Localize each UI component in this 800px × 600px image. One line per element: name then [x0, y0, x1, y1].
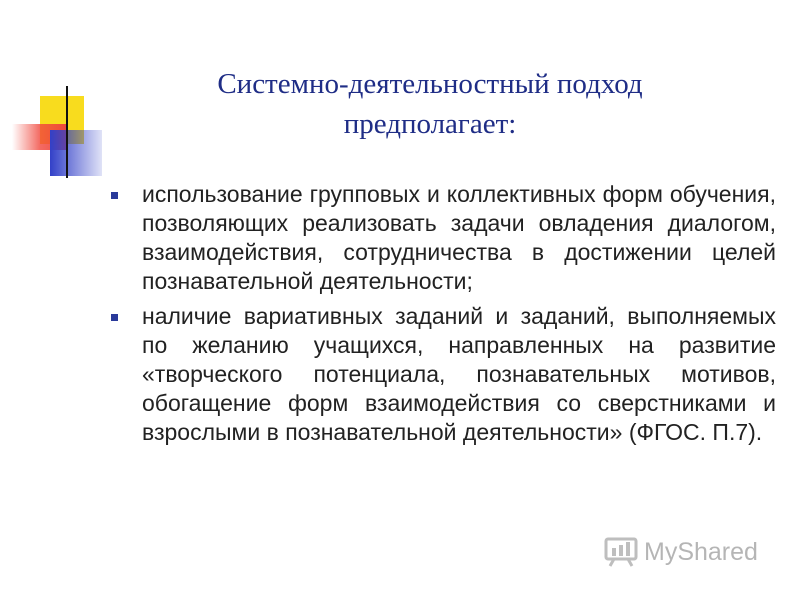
- square-bullet-icon: [111, 192, 118, 199]
- bullet-text: наличие вариативных заданий и заданий, выполняемых по желанию учащихся, направленных на развитие «творческого потенциала, познавательных мотивов, обогащение форм взаимодействия со сверстниками и взрослыми в познавательной деятельности» (ФГОС. П.7).: [142, 303, 776, 445]
- deco-blue-square: [50, 130, 102, 176]
- bullet-list: [110, 180, 776, 453]
- slide-title-line-1: Системно-деятельностный подход: [217, 68, 643, 100]
- square-bullet-icon: [111, 314, 118, 321]
- list-item: [110, 180, 776, 296]
- myshared-watermark: [604, 532, 774, 572]
- list-item: [110, 302, 776, 447]
- bullet-text: использование групповых и коллективных форм обучения, позволяющих реализовать задачи овладения диалогом, взаимодействия, сотрудничества в достижении целей познавательной деятельности;: [142, 181, 776, 294]
- myshared-logo-icon: [604, 536, 640, 568]
- watermark-text: MyShared: [644, 538, 758, 566]
- slide-title: [150, 64, 710, 144]
- slide-title-line-2: предполагает:: [343, 108, 517, 140]
